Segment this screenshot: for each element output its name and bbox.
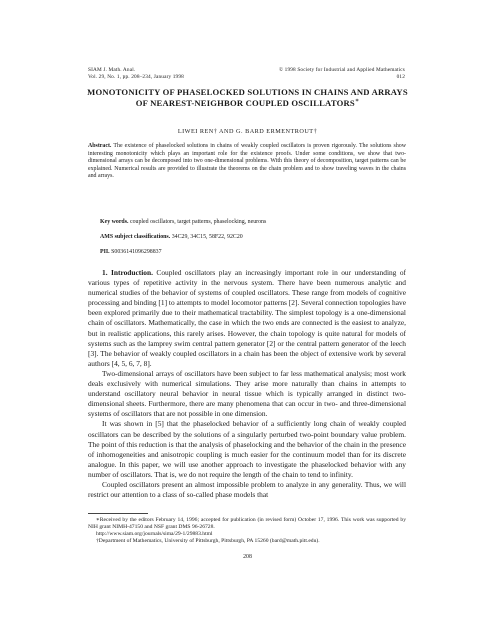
pii-label: PII. bbox=[100, 249, 110, 255]
paper-title bbox=[80, 87, 415, 109]
footnote-url: http://www.siam.org/journals/sima/29-1/29883.html bbox=[96, 531, 213, 537]
journal-header bbox=[88, 67, 184, 80]
paragraph: Coupled oscillators present an almost impossible problem to analyze in any generality. Thus, we will restrict our attention to a class of so-called phase models that bbox=[88, 479, 406, 500]
paper-title-text: MONOTONICITY OF PHASELOCKED SOLUTIONS IN CHAINS AND ARRAYS OF NEAREST-NEIGHBOR COUPLED OSCILLATORS bbox=[87, 87, 408, 108]
footnote: ∗Received by the editors February 14, 1996; accepted for publication (in revised form) October 17, 1996. This work was supported by NIH grant NIMH-47150 and NSF grant DMS 96-26728. bbox=[88, 517, 406, 530]
paragraph: Two-dimensional arrays of oscillators have been subject to far less mathematical analysis; most work deals exclusively with numerical simulations. They arise more naturally than chains in attempts to understand oscillatory neural behavior in neural tissue which is typically arranged in distinct two-dimensional sheets. Furthermore, there are many phenomena that can occur in two- and three-dimensional systems of oscillators that are not possible in one dimension. bbox=[88, 368, 406, 419]
footnote-rule bbox=[88, 513, 148, 514]
keywords-label: Key words. bbox=[100, 219, 129, 225]
copyright-notice: © 1998 Society for Industrial and Applied Mathematics bbox=[279, 67, 405, 73]
journal-volume: Vol. 29, No. 1, pp. 208–234, January 1998 bbox=[88, 73, 184, 80]
ams-label: AMS subject classifications. bbox=[100, 234, 171, 240]
footnote: †Department of Mathematics, University of Pittsburgh, Pittsburgh, PA 15260 (bard@math.pitt.edu). bbox=[96, 538, 320, 544]
author-line: LIWEI REN† AND G. BARD ERMENTROUT† bbox=[177, 128, 318, 135]
page-number: 208 bbox=[243, 554, 252, 560]
section-heading bbox=[102, 268, 153, 277]
paragraph bbox=[88, 268, 406, 369]
keywords bbox=[100, 219, 406, 226]
article-code: 012 bbox=[396, 73, 405, 80]
abstract-text: The existence of phaselocked solutions in chains of weakly coupled oscillators is proven rigorously. The solutions show interesting monotonicity which plays an important role for the existence proofs. Under some conditions, we show that two-dimensional arrays can be decomposed into two one-dimensional problems. With this theory of decomposition, target patterns can be explained. Numerical results are provided to illustrate the theorems on the chain problem and to show traveling waves in the chains and arrays. bbox=[88, 143, 406, 179]
pii bbox=[100, 249, 406, 256]
title-footnote-marker: ∗ bbox=[354, 98, 360, 105]
paragraph-text: Coupled oscillators play an increasingly important role in our understanding of various types of repetitive activity in the nervous system. There have been numerous analytic and numerical studies of the behavior of systems of coupled oscillators. These range from models of cognitive processing and binding [1] to attempts to model locomotor patterns [2]. Several connection topologies have been explored primarily due to their mathematical tractability. The simplest topology is a one-dimensional chain of oscillators. Mathematically, the case in which the two ends are connected is the easiest to analyze, but in realistic applications, this rarely arises. However, the chain topology is quite natural for models of systems such as the lamprey swim central pattern generator [2] or the central pattern generator of the leech [3]. The behavior of weakly coupled oscillators in a chain has been the object of extensive work by several authors [4, 5, 6, 7, 8]. bbox=[88, 268, 406, 368]
abstract-label: Abstract. bbox=[88, 143, 112, 149]
ams-text: 34C29, 34C15, 58F22, 92C20 bbox=[171, 234, 243, 240]
ams-classifications bbox=[100, 234, 406, 241]
keywords-text: coupled oscillators, target patterns, phaselocking, neurons bbox=[129, 219, 267, 225]
abstract bbox=[88, 143, 406, 181]
copyright-header bbox=[279, 67, 405, 80]
section-number: 1. bbox=[102, 268, 108, 277]
section-title: Introduction. bbox=[111, 268, 153, 277]
body-text bbox=[88, 268, 406, 500]
footnotes bbox=[88, 517, 406, 545]
journal-name: SIAM J. Math. Anal. bbox=[88, 67, 136, 73]
paragraph: It was shown in [5] that the phaselocked behavior of a sufficiently long chain of weakly coupled oscillators can be described by the solutions of a singularly perturbed two-point boundary value problem. The point of this reduction is that the analysis of phaselocking and the behavior of the chain in the presence of inhomogeneities and anisotropic coupling is much easier for the continuum model than for its discrete analogue. In this paper, we will use another approach to investigate the phaselocked behavior with any number of oscillators. That is, we do not require the length of the chain to tend to infinity. bbox=[88, 419, 406, 479]
pii-text: S0036141096298837 bbox=[111, 249, 162, 255]
